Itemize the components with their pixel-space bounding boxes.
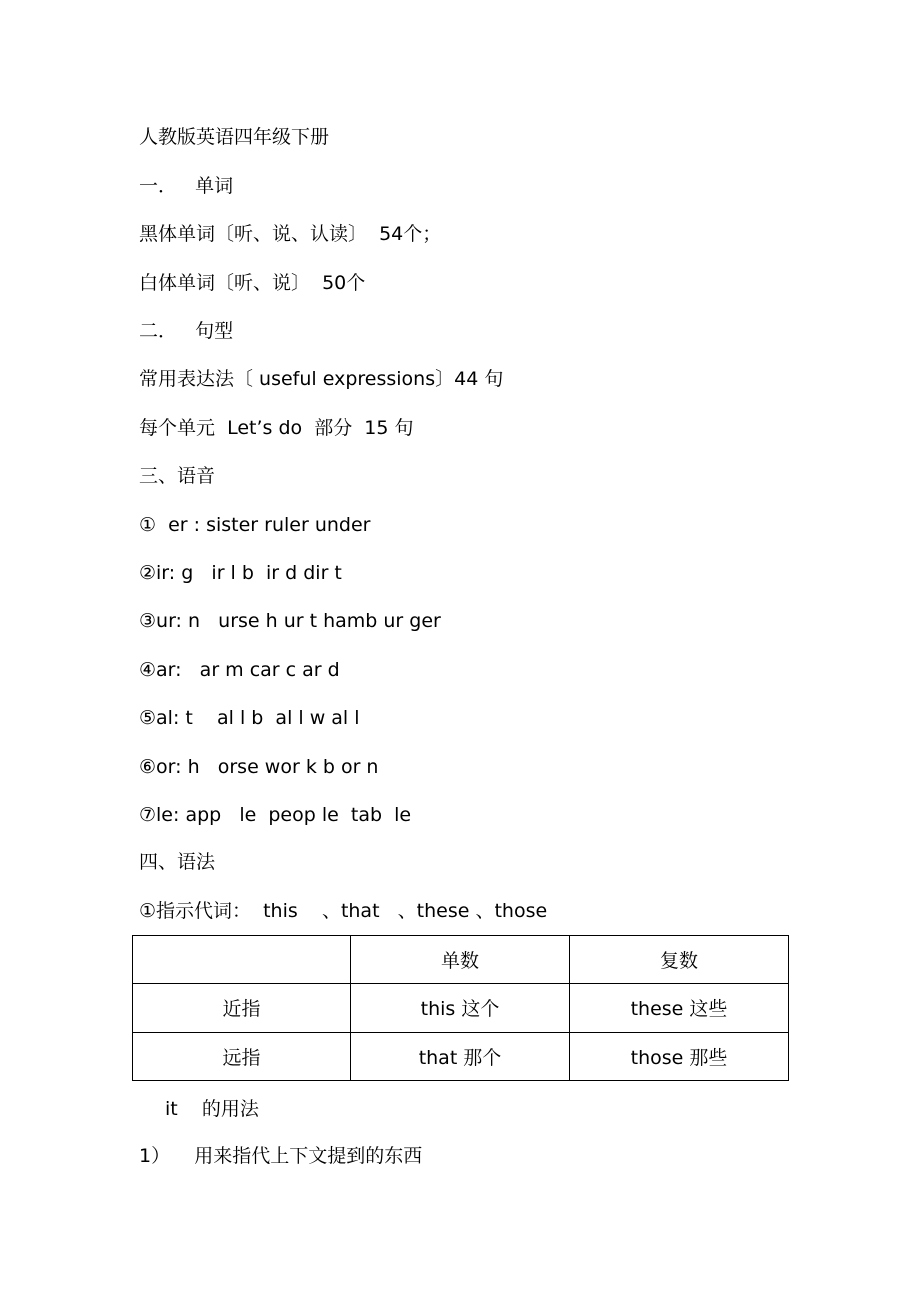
it-usage-item: 1） 用来指代上下文提到的东西 — [139, 1145, 423, 1167]
table-cell: that 那个 — [351, 1032, 570, 1080]
phonics-item-er: ① er : sister ruler under — [139, 514, 371, 536]
it-usage-heading: it 的用法 — [165, 1098, 259, 1120]
demonstratives-table — [132, 935, 789, 1081]
phonics-item-le: ⑦le: app le peop le tab le — [139, 804, 412, 826]
section-heading-grammar: 四、语法 — [139, 851, 216, 873]
pattern-line-useful-expressions: 常用表达法〔 useful expressions〕44 句 — [139, 368, 504, 390]
table-header-cell — [133, 936, 351, 984]
table-cell: these 这些 — [570, 984, 789, 1032]
table-cell: this 这个 — [351, 984, 570, 1032]
table-cell: those 那些 — [570, 1032, 789, 1080]
phonics-item-or: ⑥or: h orse wor k b or n — [139, 756, 379, 778]
table-row — [133, 1032, 789, 1080]
vocabulary-line-bold-words: 黑体单词〔听、说、认读〕 54个； — [139, 223, 442, 245]
table-row — [133, 984, 789, 1032]
table-header-row — [133, 936, 789, 984]
phonics-item-al: ⑤al: t al l b al l w al l — [139, 707, 360, 729]
table-header-cell: 单数 — [351, 936, 570, 984]
pattern-line-lets-do: 每个单元 Let’s do 部分 15 句 — [139, 417, 414, 439]
section-heading-sentence-patterns: 二． 句型 — [139, 320, 234, 342]
section-heading-vocabulary: 一． 单词 — [139, 175, 234, 197]
section-heading-phonics: 三、语音 — [139, 465, 216, 487]
demonstratives-line: ①指示代词： this 、that 、these 、those — [139, 900, 548, 922]
phonics-item-ir: ②ir: g ir l b ir d dir t — [139, 562, 342, 584]
table-cell: 近指 — [133, 984, 351, 1032]
table-header-cell: 复数 — [570, 936, 789, 984]
phonics-item-ur: ③ur: n urse h ur t hamb ur ger — [139, 610, 441, 632]
table-cell: 远指 — [133, 1032, 351, 1080]
vocabulary-line-plain-words: 白体单词〔听、说〕 50个 — [139, 272, 366, 294]
document-title: 人教版英语四年级下册 — [139, 126, 330, 148]
phonics-item-ar: ④ar: ar m car c ar d — [139, 659, 340, 681]
